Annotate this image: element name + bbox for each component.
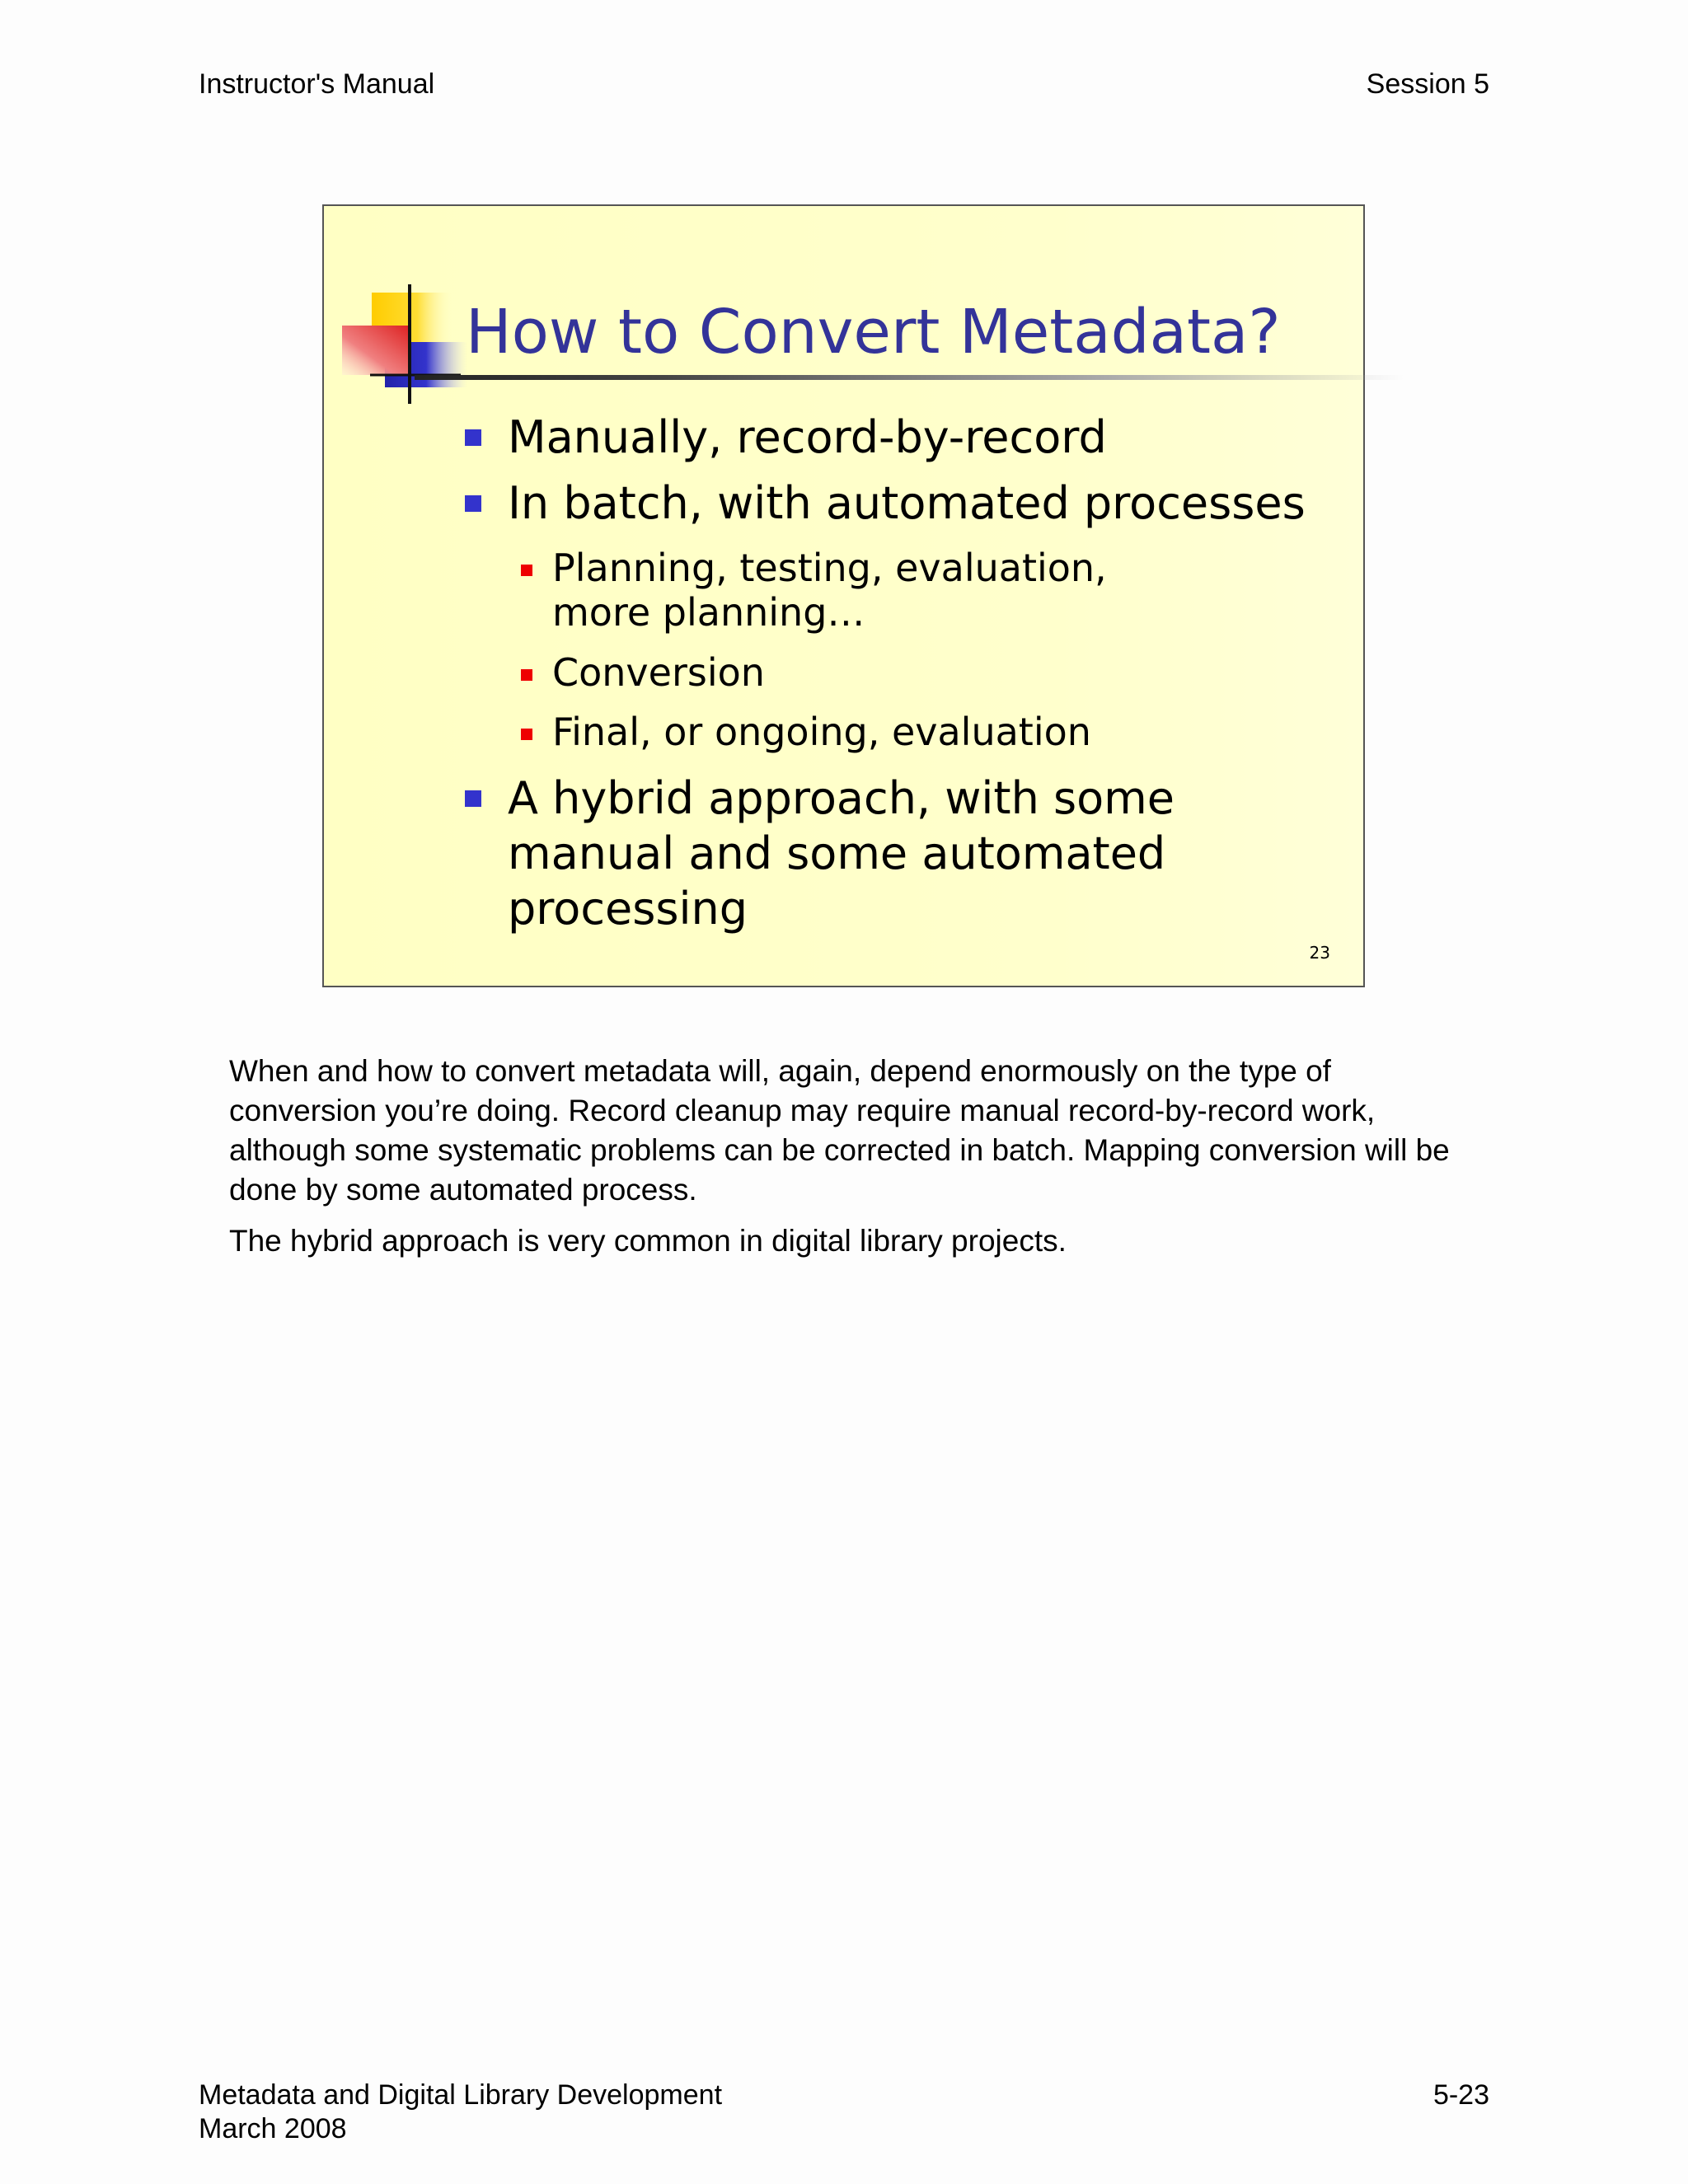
red-square-bullet-icon [521, 669, 532, 681]
blue-square-bullet-icon [465, 495, 481, 512]
header-session: Session 5 [1366, 68, 1489, 100]
footer-course: Metadata and Digital Library Development [199, 2079, 723, 2111]
slide [322, 204, 1365, 987]
sub-bullet-item [552, 710, 1294, 754]
bullet-text: Manually, record-by-record [508, 411, 1107, 463]
bullet-text: A hybrid approach, with some manual and some automated processing [508, 772, 1175, 935]
sub-bullet-text: Planning, testing, evaluation, more planning… [552, 546, 1107, 635]
footer-page-number: 5-23 [1432, 2079, 1489, 2111]
notes-paragraph: The hybrid approach is very common in digital library projects. [229, 1224, 1067, 1258]
bullet-text: In batch, with automated processes [508, 477, 1306, 529]
blue-square-bullet-icon [465, 429, 481, 446]
red-square-bullet-icon [521, 729, 532, 740]
slide-number: 23 [1309, 943, 1330, 963]
footer-date: March 2008 [199, 2113, 347, 2144]
bullet-item [508, 476, 1332, 531]
sub-bullet-text: Conversion [552, 650, 765, 695]
sub-bullet-text: Final, or ongoing, evaluation [552, 710, 1091, 754]
notes-paragraph: When and how to convert metadata will, again, depend enormously on the type of conversion you’re doing. Record cleanup may require manual record-by-record work, although some systematic problems can be corrected in batch. Mapping conversion will be done by some automated process. [229, 1054, 1450, 1207]
footer-left [199, 2079, 722, 2146]
blue-square-bullet-icon [465, 790, 481, 807]
bullet-item [508, 771, 1324, 936]
title-underline [415, 375, 1404, 380]
slide-logo-icon [337, 284, 477, 408]
header-manual-title: Instructor's Manual [199, 68, 435, 100]
slide-title: How to Convert Metadata? [466, 297, 1281, 368]
sub-bullet-item [552, 546, 1212, 635]
sub-bullet-item [552, 650, 1294, 695]
red-square-bullet-icon [521, 565, 532, 576]
bullet-item [508, 410, 1332, 465]
notes [229, 1052, 1465, 1272]
